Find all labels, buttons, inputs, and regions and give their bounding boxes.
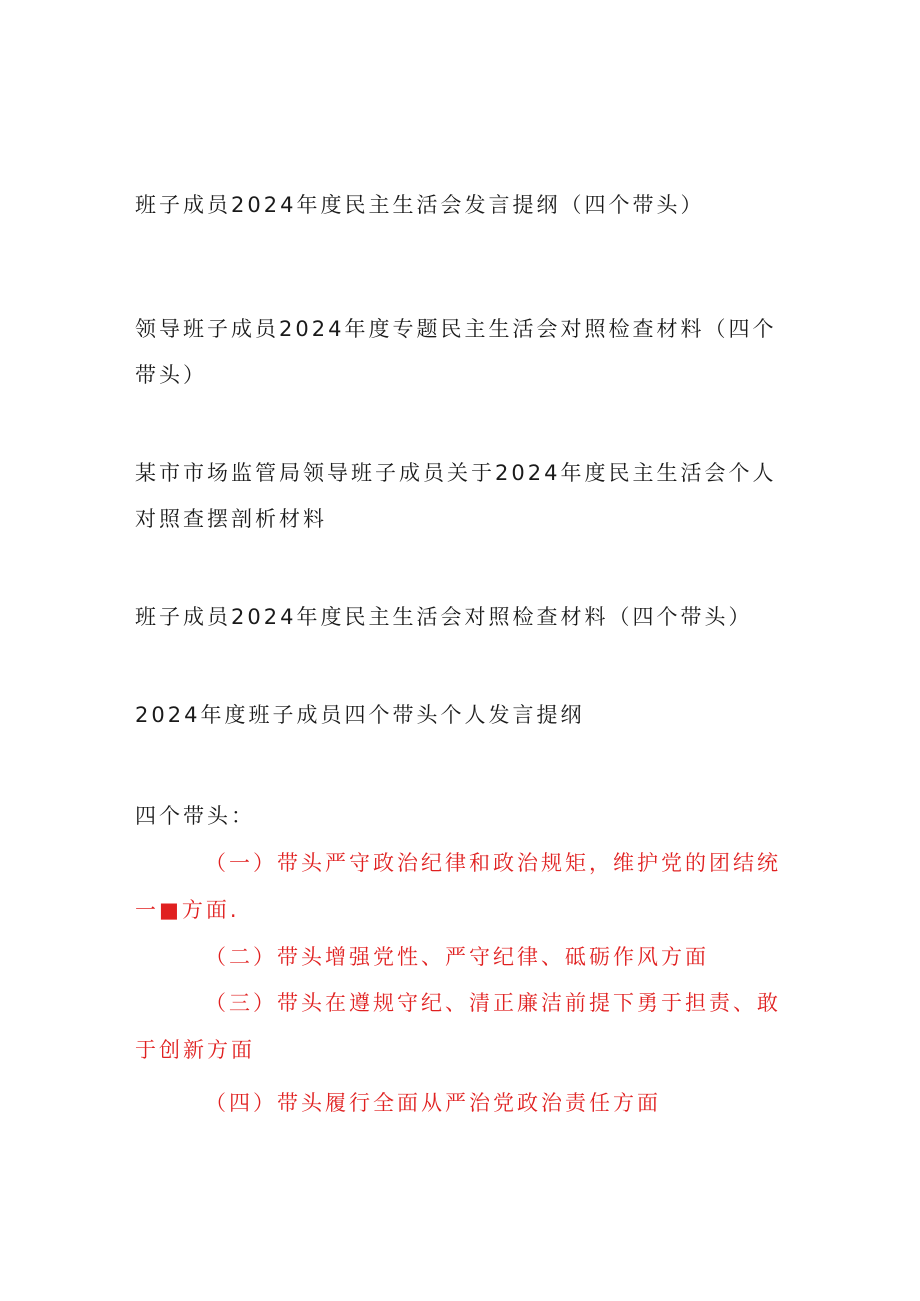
list-item-4: （四）带头履行全面从严治党政治责任方面 (205, 1091, 661, 1115)
list-item-1: （一）带头严守政治纪律和政治规矩，维护党的团结统一■方面. (135, 851, 781, 922)
section-label: 四个带头： (135, 804, 255, 828)
list-item-3: （三）带头在遵规守纪、清正廉洁前提下勇于担责、敢于创新方面 (135, 991, 781, 1062)
document-title-4: 班子成员2024年度民主生活会对照检查材料（四个带头） (135, 605, 753, 629)
list-item-2: （二）带头增强党性、严守纪律、砥砺作风方面 (205, 945, 709, 969)
document-title-2: 领导班子成员2024年度专题民主生活会对照检查材料（四个带头） (135, 317, 777, 387)
document-title-3: 某市市场监管局领导班子成员关于2024年度民主生活会个人对照查摆剖析材料 (135, 461, 777, 531)
document-title-1: 班子成员2024年度民主生活会发言提纲（四个带头） (135, 193, 705, 217)
document-title-5: 2024年度班子成员四个带头个人发言提纲 (135, 703, 585, 727)
